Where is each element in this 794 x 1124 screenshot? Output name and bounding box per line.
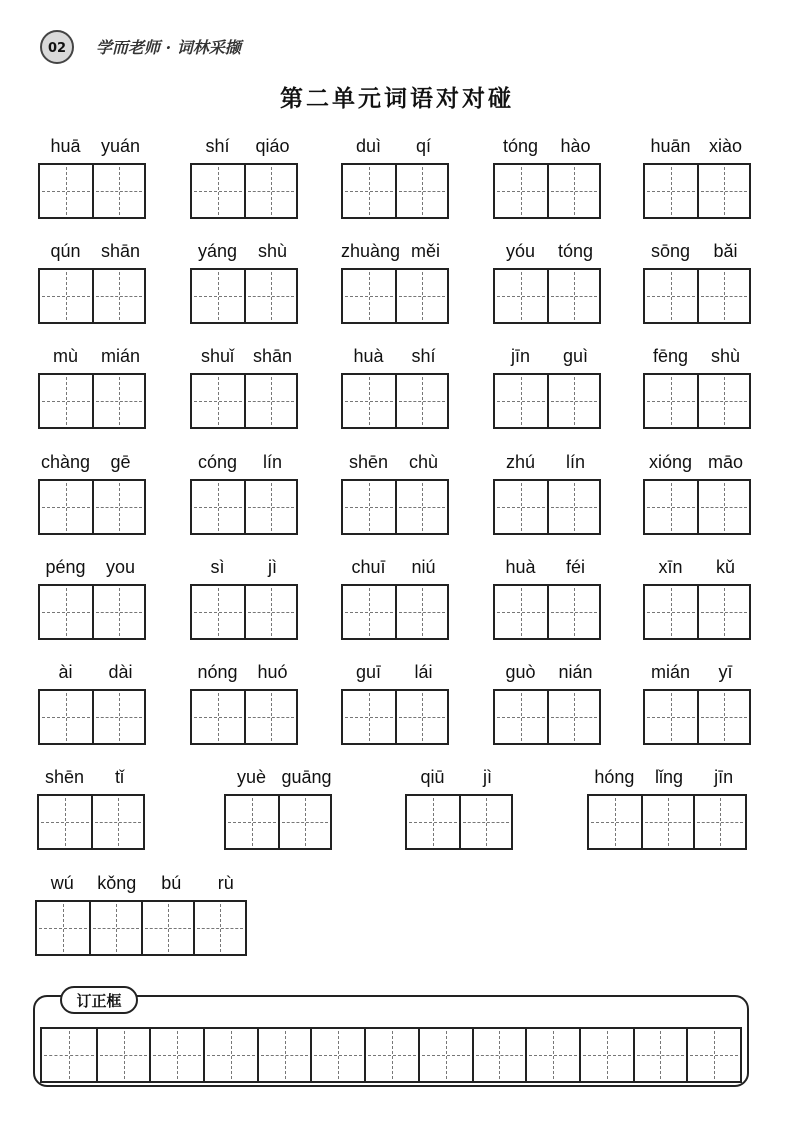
correction-grid [40,1027,742,1083]
pinyin-syllable: tóng [502,136,539,156]
pinyin-line [493,136,603,160]
writing-box[interactable] [697,270,749,322]
pinyin-line [37,767,147,791]
pinyin-line [493,662,603,686]
pinyin-syllable: měi [411,241,441,261]
writing-box[interactable] [40,270,92,322]
pinyin-line [190,557,300,581]
writing-box[interactable] [244,691,296,743]
correction-box[interactable] [525,1029,579,1081]
writing-box[interactable] [547,270,599,322]
word-item [493,557,603,641]
tianzige-boxes [493,584,601,640]
pinyin-syllable: yī [718,662,733,682]
correction-box[interactable] [96,1029,150,1081]
word-item [38,662,148,746]
pinyin-syllable: kǒng [97,873,137,893]
writing-box[interactable] [495,691,547,743]
word-item [341,452,451,536]
pinyin-syllable: shù [710,346,741,366]
writing-box[interactable] [589,796,641,848]
word-item [38,346,148,430]
tianzige-boxes [643,373,751,429]
pinyin-syllable: xióng [648,452,693,472]
writing-box[interactable] [92,481,144,533]
writing-box[interactable] [395,481,447,533]
pinyin-syllable: nóng [197,662,238,682]
writing-box[interactable] [192,375,244,427]
writing-box[interactable] [495,375,547,427]
writing-box[interactable] [641,796,693,848]
tianzige-boxes [38,373,146,429]
writing-box[interactable] [39,796,91,848]
pinyin-syllable: yuè [236,767,267,787]
pinyin-syllable: tǐ [115,767,124,787]
writing-box[interactable] [697,586,749,638]
word-item [224,767,334,851]
tianzige-boxes [493,373,601,429]
correction-box[interactable] [686,1029,740,1081]
writing-box[interactable] [192,691,244,743]
pinyin-syllable: lái [414,662,433,682]
word-item [190,136,300,220]
pinyin-line [224,767,334,791]
pinyin-syllable: sì [210,557,225,577]
writing-box[interactable] [343,165,395,217]
pinyin-syllable: huà [505,557,536,577]
pinyin-line [493,346,603,370]
tianzige-boxes [643,479,751,535]
pinyin-syllable: nián [558,662,593,682]
word-item [493,241,603,325]
writing-box[interactable] [37,902,89,954]
tianzige-boxes [190,479,298,535]
writing-box[interactable] [141,902,193,954]
tianzige-boxes [341,268,449,324]
pinyin-syllable: fēng [652,346,689,366]
tianzige-boxes [341,373,449,429]
word-item [493,662,603,746]
pinyin-syllable: duì [355,136,382,156]
writing-box[interactable] [693,796,745,848]
pinyin-syllable: shān [100,241,141,261]
pinyin-syllable: lín [565,452,585,472]
word-item [190,557,300,641]
pinyin-syllable: niú [411,557,436,577]
pinyin-syllable: guì [562,346,589,366]
writing-box[interactable] [192,165,244,217]
word-item [190,452,300,536]
writing-box[interactable] [495,270,547,322]
correction-box[interactable] [149,1029,203,1081]
writing-box[interactable] [645,691,697,743]
correction-box[interactable] [364,1029,418,1081]
correction-label: 订正框 [60,986,138,1014]
pinyin-line [38,557,148,581]
pinyin-line [643,557,753,581]
writing-box[interactable] [407,796,459,848]
tianzige-boxes [190,689,298,745]
word-item [643,557,753,641]
writing-box[interactable] [40,165,92,217]
tianzige-boxes [35,900,247,956]
word-item [190,241,300,325]
word-item [38,136,148,220]
pinyin-syllable: huà [353,346,384,366]
pinyin-syllable: xīn [658,557,683,577]
pinyin-line [405,767,515,791]
writing-box[interactable] [645,165,697,217]
writing-box[interactable] [244,165,296,217]
writing-box[interactable] [395,691,447,743]
pinyin-line [190,136,300,160]
pinyin-syllable: wú [50,873,74,893]
pinyin-syllable: mù [52,346,78,366]
tianzige-boxes [190,373,298,429]
pinyin-line [190,452,300,476]
pinyin-line [341,452,451,476]
pinyin-syllable: chuī [351,557,386,577]
pinyin-syllable: chàng [40,452,91,472]
writing-box[interactable] [697,165,749,217]
pinyin-syllable: yáng [197,241,238,261]
pinyin-syllable: guò [505,662,536,682]
writing-box[interactable] [226,796,278,848]
page-title: 第二单元词语对对碰 [280,86,514,112]
writing-box[interactable] [92,165,144,217]
word-item [38,241,148,325]
writing-box[interactable] [193,902,245,954]
pinyin-syllable: hóng [594,767,635,787]
pinyin-line [643,346,753,370]
pinyin-syllable: māo [707,452,743,472]
pinyin-line [35,873,253,897]
pinyin-syllable: yuán [100,136,141,156]
word-item [190,662,300,746]
pinyin-line [493,557,603,581]
writing-box[interactable] [40,481,92,533]
series-title: 学而老师 · 词林采撷 [96,38,241,57]
tianzige-boxes [190,163,298,219]
word-item [643,136,753,220]
writing-box[interactable] [395,375,447,427]
word-item [341,241,451,325]
writing-box[interactable] [244,270,296,322]
pinyin-syllable: bú [161,873,182,893]
pinyin-syllable: tóng [557,241,594,261]
pinyin-syllable: ài [58,662,73,682]
pinyin-line [341,557,451,581]
pinyin-line [38,346,148,370]
pinyin-syllable: shēn [348,452,389,472]
tianzige-boxes [493,479,601,535]
word-item [341,557,451,641]
writing-box[interactable] [495,481,547,533]
tianzige-boxes [224,794,332,850]
pinyin-line [341,346,451,370]
writing-box[interactable] [40,375,92,427]
pinyin-syllable: zhuàng [341,241,401,261]
word-item [587,767,751,851]
pinyin-line [643,136,753,160]
writing-box[interactable] [495,586,547,638]
pinyin-syllable: huān [650,136,691,156]
tianzige-boxes [190,584,298,640]
pinyin-syllable: shí [411,346,436,366]
writing-box[interactable] [91,796,143,848]
tianzige-boxes [643,163,751,219]
pinyin-syllable: mián [650,662,690,682]
pinyin-syllable: shí [205,136,230,156]
writing-box[interactable] [343,375,395,427]
writing-box[interactable] [92,586,144,638]
writing-box[interactable] [343,481,395,533]
writing-box[interactable] [645,586,697,638]
tianzige-boxes [38,584,146,640]
writing-box[interactable] [547,375,599,427]
writing-box[interactable] [92,270,144,322]
word-item [405,767,515,851]
pinyin-line [38,136,148,160]
writing-box[interactable] [547,481,599,533]
tianzige-boxes [643,689,751,745]
pinyin-line [643,662,753,686]
writing-box[interactable] [192,270,244,322]
pinyin-syllable: xiào [708,136,743,156]
writing-box[interactable] [89,902,141,954]
pinyin-syllable: shēn [44,767,85,787]
pinyin-syllable: jīn [510,346,530,366]
writing-box[interactable] [645,375,697,427]
writing-box[interactable] [395,270,447,322]
correction-box[interactable] [257,1029,311,1081]
tianzige-boxes [341,689,449,745]
pinyin-syllable: rù [217,873,234,893]
word-item [190,346,300,430]
pinyin-line [190,346,300,370]
tianzige-boxes [38,479,146,535]
pinyin-syllable: mián [100,346,140,366]
writing-box[interactable] [459,796,511,848]
writing-box[interactable] [92,691,144,743]
pinyin-syllable: yóu [505,241,536,261]
tianzige-boxes [38,268,146,324]
correction-box[interactable] [203,1029,257,1081]
writing-box[interactable] [343,586,395,638]
pinyin-syllable: féi [565,557,585,577]
word-item [37,767,147,851]
pinyin-syllable: qiáo [255,136,290,156]
word-item [35,873,253,957]
tianzige-boxes [587,794,747,850]
pinyin-syllable: bǎi [713,241,738,261]
writing-box[interactable] [547,691,599,743]
writing-box[interactable] [40,586,92,638]
tianzige-boxes [341,584,449,640]
tianzige-boxes [341,163,449,219]
word-item [643,662,753,746]
tianzige-boxes [493,163,601,219]
writing-box[interactable] [192,481,244,533]
pinyin-syllable: shuǐ [200,346,235,366]
word-item [341,662,451,746]
word-item [493,136,603,220]
pinyin-syllable: guī [355,662,382,682]
pinyin-syllable: jì [483,767,492,787]
pinyin-line [38,662,148,686]
writing-box[interactable] [547,586,599,638]
correction-box[interactable] [633,1029,687,1081]
tianzige-boxes [643,584,751,640]
tianzige-boxes [190,268,298,324]
correction-box[interactable] [472,1029,526,1081]
pinyin-line [493,241,603,265]
word-item [493,452,603,536]
writing-box[interactable] [278,796,330,848]
word-item [643,452,753,536]
pinyin-syllable: cóng [197,452,238,472]
pinyin-syllable: you [105,557,136,577]
writing-box[interactable] [244,586,296,638]
word-item [38,557,148,641]
pinyin-line [493,452,603,476]
writing-box[interactable] [645,270,697,322]
pinyin-syllable: lǐng [654,767,684,787]
writing-box[interactable] [244,481,296,533]
writing-box[interactable] [395,586,447,638]
writing-box[interactable] [92,375,144,427]
pinyin-syllable: qí [415,136,431,156]
pinyin-syllable: hào [560,136,591,156]
writing-box[interactable] [395,165,447,217]
pinyin-line [643,452,753,476]
pinyin-line [587,767,751,791]
pinyin-syllable: dài [108,662,133,682]
pinyin-syllable: gē [110,452,131,472]
tianzige-boxes [37,794,145,850]
writing-box[interactable] [697,691,749,743]
pinyin-line [643,241,753,265]
pinyin-syllable: qún [50,241,81,261]
pinyin-line [190,662,300,686]
tianzige-boxes [341,479,449,535]
word-item [643,346,753,430]
pinyin-line [38,241,148,265]
pinyin-syllable: péng [45,557,86,577]
pinyin-syllable: chù [408,452,439,472]
writing-box[interactable] [40,691,92,743]
pinyin-syllable: qiū [420,767,445,787]
tianzige-boxes [38,163,146,219]
pinyin-syllable: huā [50,136,81,156]
tianzige-boxes [643,268,751,324]
pinyin-line [341,136,451,160]
correction-box[interactable] [42,1029,96,1081]
word-item [643,241,753,325]
writing-box[interactable] [645,481,697,533]
tianzige-boxes [405,794,513,850]
word-item [38,452,148,536]
word-item [341,136,451,220]
writing-box[interactable] [547,165,599,217]
tianzige-boxes [38,689,146,745]
pinyin-syllable: sōng [650,241,691,261]
word-item [341,346,451,430]
pinyin-line [341,662,451,686]
writing-box[interactable] [697,375,749,427]
tianzige-boxes [493,268,601,324]
pinyin-syllable: shù [257,241,288,261]
pinyin-line [341,241,451,265]
correction-box[interactable] [310,1029,364,1081]
pinyin-syllable: guāng [281,767,332,787]
correction-box[interactable] [579,1029,633,1081]
pinyin-syllable: jì [268,557,277,577]
pinyin-line [38,452,148,476]
pinyin-syllable: shān [252,346,293,366]
writing-box[interactable] [495,165,547,217]
writing-box[interactable] [343,691,395,743]
pinyin-syllable: jīn [714,767,734,787]
writing-box[interactable] [192,586,244,638]
pinyin-syllable: lín [262,452,282,472]
writing-box[interactable] [697,481,749,533]
pinyin-syllable: kǔ [715,557,735,577]
writing-box[interactable] [244,375,296,427]
pinyin-syllable: zhú [505,452,536,472]
page-number-badge: 02 [40,30,74,64]
correction-box[interactable] [418,1029,472,1081]
word-item [493,346,603,430]
writing-box[interactable] [343,270,395,322]
pinyin-syllable: huó [257,662,288,682]
tianzige-boxes [493,689,601,745]
pinyin-line [190,241,300,265]
